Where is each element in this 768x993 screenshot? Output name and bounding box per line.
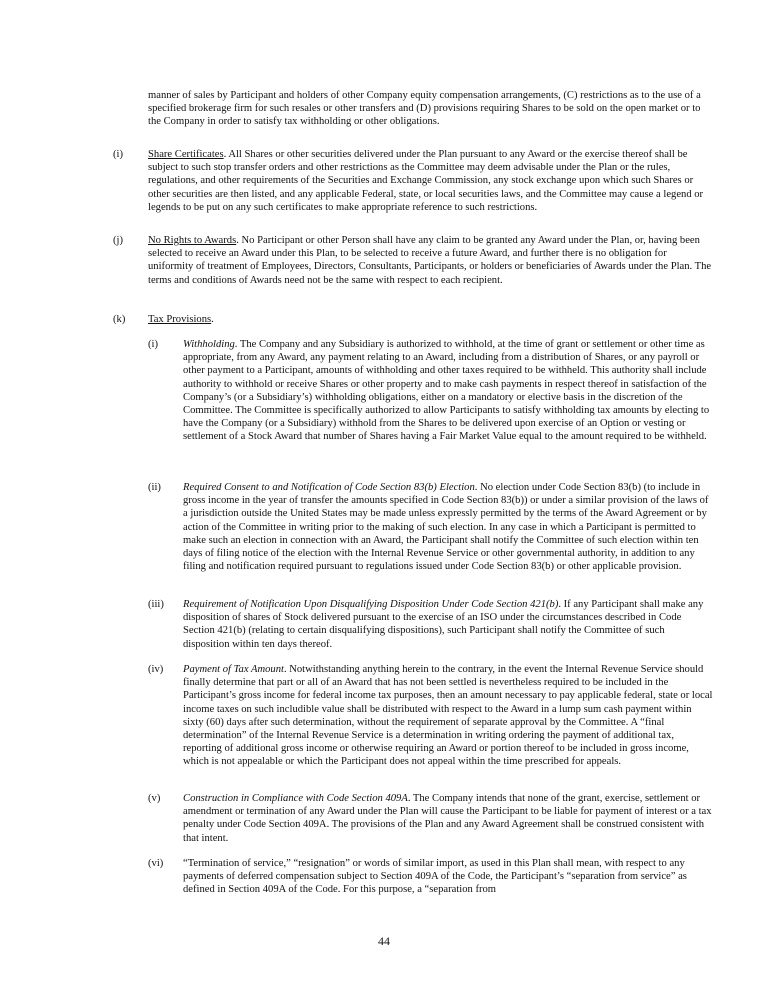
subsection-label: (iii) (148, 599, 164, 610)
subsection-body (183, 598, 713, 651)
subsection-body (183, 481, 713, 573)
section-body (148, 148, 713, 214)
subsection-body (183, 338, 713, 444)
section-heading: Tax Provisions (148, 314, 212, 325)
section-heading: No Rights to Awards (148, 235, 237, 246)
subsection-heading: Payment of Tax Amount (183, 664, 284, 675)
subsection-heading: Requirement of Notification Upon Disqualifying Disposition Under Code Section 421(b) (183, 599, 559, 610)
section-label: (k) (113, 314, 126, 325)
subsection-heading: Required Consent to and Notification of Code Section 83(b) Election (183, 482, 475, 493)
subsection-body (183, 663, 713, 769)
subsection-label: (iv) (148, 664, 164, 675)
subsection-body: “Termination of service,” “resignation” or words of similar import, as used in this Plan shall mean, with respect to any payments of deferred compensation subject to Section 409A of the Code, the Participant’s “separation from service” as defined in Section 409A of the Code. For this purpose, a “separation from (183, 858, 687, 896)
section-text: . (211, 314, 214, 325)
section-label: (j) (113, 235, 123, 246)
subsection-text: . If any Participant shall make any disposition of shares of Stock delivered pursuant to the exercise of an ISO under the circumstances described in Code Section 421(b) (relating to certain disqualifying dispositions), such Participant shall notify the Committee of such disposition within ten days thereof. (183, 599, 704, 650)
subsection-label: (vi) (148, 858, 164, 869)
subsection-label: (i) (148, 339, 158, 350)
subsection-text: . Notwithstanding anything herein to the contrary, in the event the Internal Revenue Service should finally determine that part or all of an Award that has not been settled is nevertheless required to be included in the Participant’s gross income for federal income tax purposes, then an amount necessary to pay applicable federal, state or local income taxes on such includible value shall be distributed with respect to the Award in a lump sum cash payment within sixty (60) days after such determination, without the requirement of separate approval by the Committee. A “final determination” of the Internal Revenue Service is a determination in writing ordering the payment of additional tax, reporting of additional gross income or otherwise requiring an Award or portion thereof to be included in gross income, which is not appealable or which the Participant does not appeal within the time prescribed for appeals. (183, 664, 713, 768)
subsection-label: (v) (148, 793, 161, 804)
subsection-body (183, 792, 713, 845)
section-body (148, 313, 713, 326)
section-text: . No Participant or other Person shall have any claim to be granted any Award under the Plan, or, having been selected to receive an Award under this Plan, to be selected to receive a future Award, and further there is no obligation for uniformity of treatment of Employees, Directors, Consultants, Participants, or holders or beneficiaries of Awards under the Plan. The terms and conditions of Awards need not be the same with respect to each recipient. (148, 235, 712, 286)
section-text: . All Shares or other securities delivered under the Plan pursuant to any Award or the exercise thereof shall be subject to such stop transfer orders and other restrictions as the Committee may deem advisable under the Plan or the rules, regulations, and other requirements of the Securities and Exchange Commission, any stock exchange upon which such Shares or other securities are then listed, and any applicable Federal, state, or local securities laws, and the Committee may cause a legend or legends to be put on any such certificates to make appropriate reference to such restrictions. (148, 149, 704, 213)
subsection-label: (ii) (148, 482, 161, 493)
subsection-heading: Withholding (183, 339, 235, 350)
page-number: 44 (378, 934, 390, 948)
subsection-text: . The Company intends that none of the grant, exercise, settlement or amendment or termination of any Award under the Plan will cause the Participant to be liable for payment of interest or a tax penalty under Code Section 409A. The provisions of the Plan and any Award Agreement shall be construed consistent with that intent. (183, 793, 712, 844)
section-heading: Share Certificates (148, 149, 224, 160)
intro-paragraph: manner of sales by Participant and holders of other Company equity compensation arrangements, (C) restrictions as to the use of a specified brokerage firm for such resales or other transfers and (D) provisions requiring Shares to be sold on the open market or to the Company in order to satisfy tax withholding or other obligations. (148, 90, 701, 128)
subsection-text: . The Company and any Subsidiary is authorized to withhold, at the time of grant or settlement or other time as appropriate, from any Award, any payment relating to an Award, including from a distribution of Shares, or any payroll or other payment to a Participant, amounts of withholding and other taxes required to be withheld. This authority shall include authority to withhold or receive Shares or other property and to make cash payments in respect thereof in satisfaction of the Company’s (or a Subsidiary’s) withholding obligations, either on a mandatory or elective basis in the discretion of the Committee. The Committee is specifically authorized to allow Participants to satisfy withholding tax amounts by electing to have the Company (or a Subsidiary) withhold from the Shares to be delivered upon exercise of an Option or vesting or settlement of a Stock Award that number of Shares having a Fair Market Value equal to the amount required to be withheld. (183, 339, 710, 443)
section-body (148, 234, 713, 287)
section-label: (i) (113, 149, 123, 160)
subsection-text: . No election under Code Section 83(b) (to include in gross income in the year of transfer the amounts specified in Code Section 83(b)) or under a similar provision of the laws of a jurisdiction outside the United States may be made unless expressly permitted by the terms of the Award Agreement or by action of the Committee in writing prior to the making of such election. In any case in which a Participant is permitted to make such an election in connection with an Award, the Participant shall notify the Committee of such election within ten days of filing notice of the election with the Internal Revenue Service or other governmental authority, in addition to any filing and notification required pursuant to regulations issued under Code Section 83(b) or other applicable provision. (183, 482, 709, 573)
subsection-heading: Construction in Compliance with Code Section 409A (183, 793, 408, 804)
